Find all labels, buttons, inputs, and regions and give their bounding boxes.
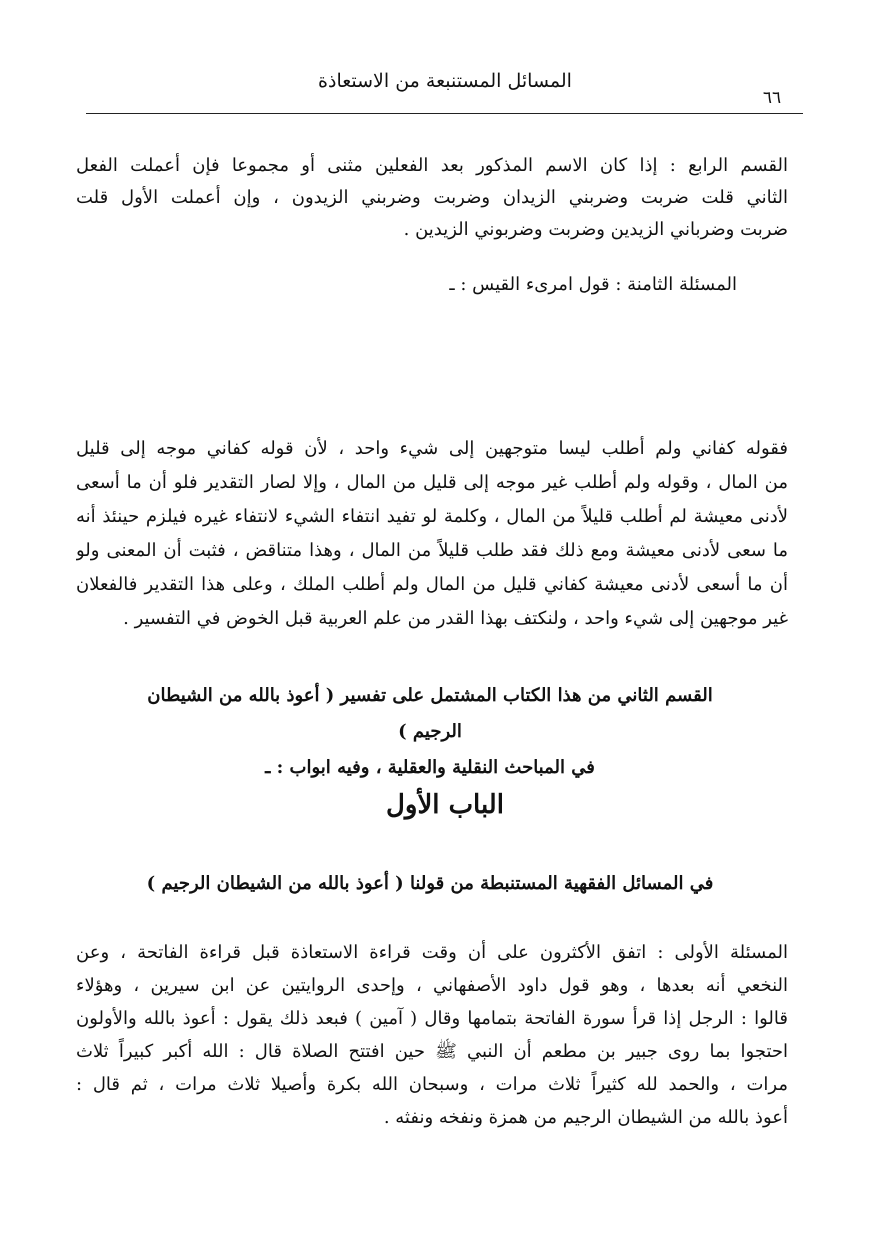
chapter-title: الباب الأول xyxy=(386,790,504,820)
paragraph-masala-one xyxy=(76,936,788,1134)
section-title-line: في المباحث النقلية والعقلية ، وفيه ابواب : ـ xyxy=(265,757,595,778)
text-line: أعوذ بالله من الشيطان الرجيم من همزة ونفخه ونفثه . xyxy=(383,1107,788,1128)
paragraph-commentary xyxy=(76,432,788,636)
text-line: المسئلة الأولى : اتفق الأكثرون على أن وقت قراءة الاستعاذة قبل قراءة الفاتحة ، وعن xyxy=(76,942,788,963)
text-line: من المال ، وقوله ولم أطلب غير موجه إلى قليل من المال ، وإلا لصار التقدير فلو أن ما أسعى xyxy=(76,472,788,493)
text-line: النخعي أنه بعدها ، وهو قول داود الأصفهاني ، وإحدى الروايتين عن ابن سيرين ، وهؤلاء xyxy=(76,975,788,996)
masala-eight-heading: المسئلة الثامنة : قول امرىء القيس : ـ xyxy=(449,274,737,295)
text-line: فقوله كفاني ولم أطلب ليسا متوجهين إلى شيء واحد ، لأن قوله كفاني موجه إلى قليل xyxy=(76,438,788,459)
section-title xyxy=(120,678,740,786)
running-title: المسائل المستنبعة من الاستعاذة xyxy=(318,70,572,92)
text-line: مرات ، والحمد لله كثيراً ثلاث مرات ، وسبحان الله بكرة وأصيلا ثلاث مرات ، ثم قال : xyxy=(76,1074,788,1095)
text-line: ضربت وضرباني الزيدين وضربت وضربوني الزيدين . xyxy=(403,219,788,240)
text-line: لأدنى معيشة لم أطلب قليلاً من المال ، وكلمة لو تفيد انتفاء الشيء لانتفاء غيره فيلزم حينئذ أنه xyxy=(76,506,788,527)
paragraph-section-four xyxy=(76,150,788,246)
text-line: قالوا : الرجل إذا قرأ سورة الفاتحة بتمامها وقال ( آمين ) فبعد ذلك يقول : أعوذ بالله والأولون xyxy=(76,1008,788,1029)
text-line: القسم الرابع : إذا كان الاسم المذكور بعد الفعلين مثنى أو مجموعا فإن أعملت الفعل xyxy=(76,155,788,176)
chapter-subtitle: في المسائل الفقهية المستنبطة من قولنا ( أعوذ بالله من الشيطان الرجيم ) xyxy=(146,873,714,894)
page-number: ٦٦ xyxy=(762,88,782,108)
section-title-line: القسم الثاني من هذا الكتاب المشتمل على تفسير ( أعوذ بالله من الشيطان الرجيم ) xyxy=(147,685,713,742)
header-rule xyxy=(86,113,803,114)
text-line: أن ما أسعى لأدنى معيشة كفاني قليل من المال ولم أطلب الملك ، وعلى هذا التقدير فالفعلان xyxy=(76,574,788,595)
text-line: الثاني قلت ضربت وضربني الزيدان وضربت وضربني الزيدون ، وإن أعملت الأول قلت xyxy=(76,187,788,208)
text-line: غير موجهين إلى شيء واحد ، ولنكتف بهذا القدر من علم العربية قبل الخوض في التفسير . xyxy=(123,608,788,629)
text-line: ما سعى لأدنى معيشة ومع ذلك فقد طلب قليلاً من المال ، وهذا متناقض ، فثبت أن المعنى ولو xyxy=(76,540,788,561)
text-line: احتجوا بما روى جبير بن مطعم أن النبي ﷺ حين افتتح الصلاة قال : الله أكبر كبيراً ثلاث xyxy=(76,1041,788,1062)
